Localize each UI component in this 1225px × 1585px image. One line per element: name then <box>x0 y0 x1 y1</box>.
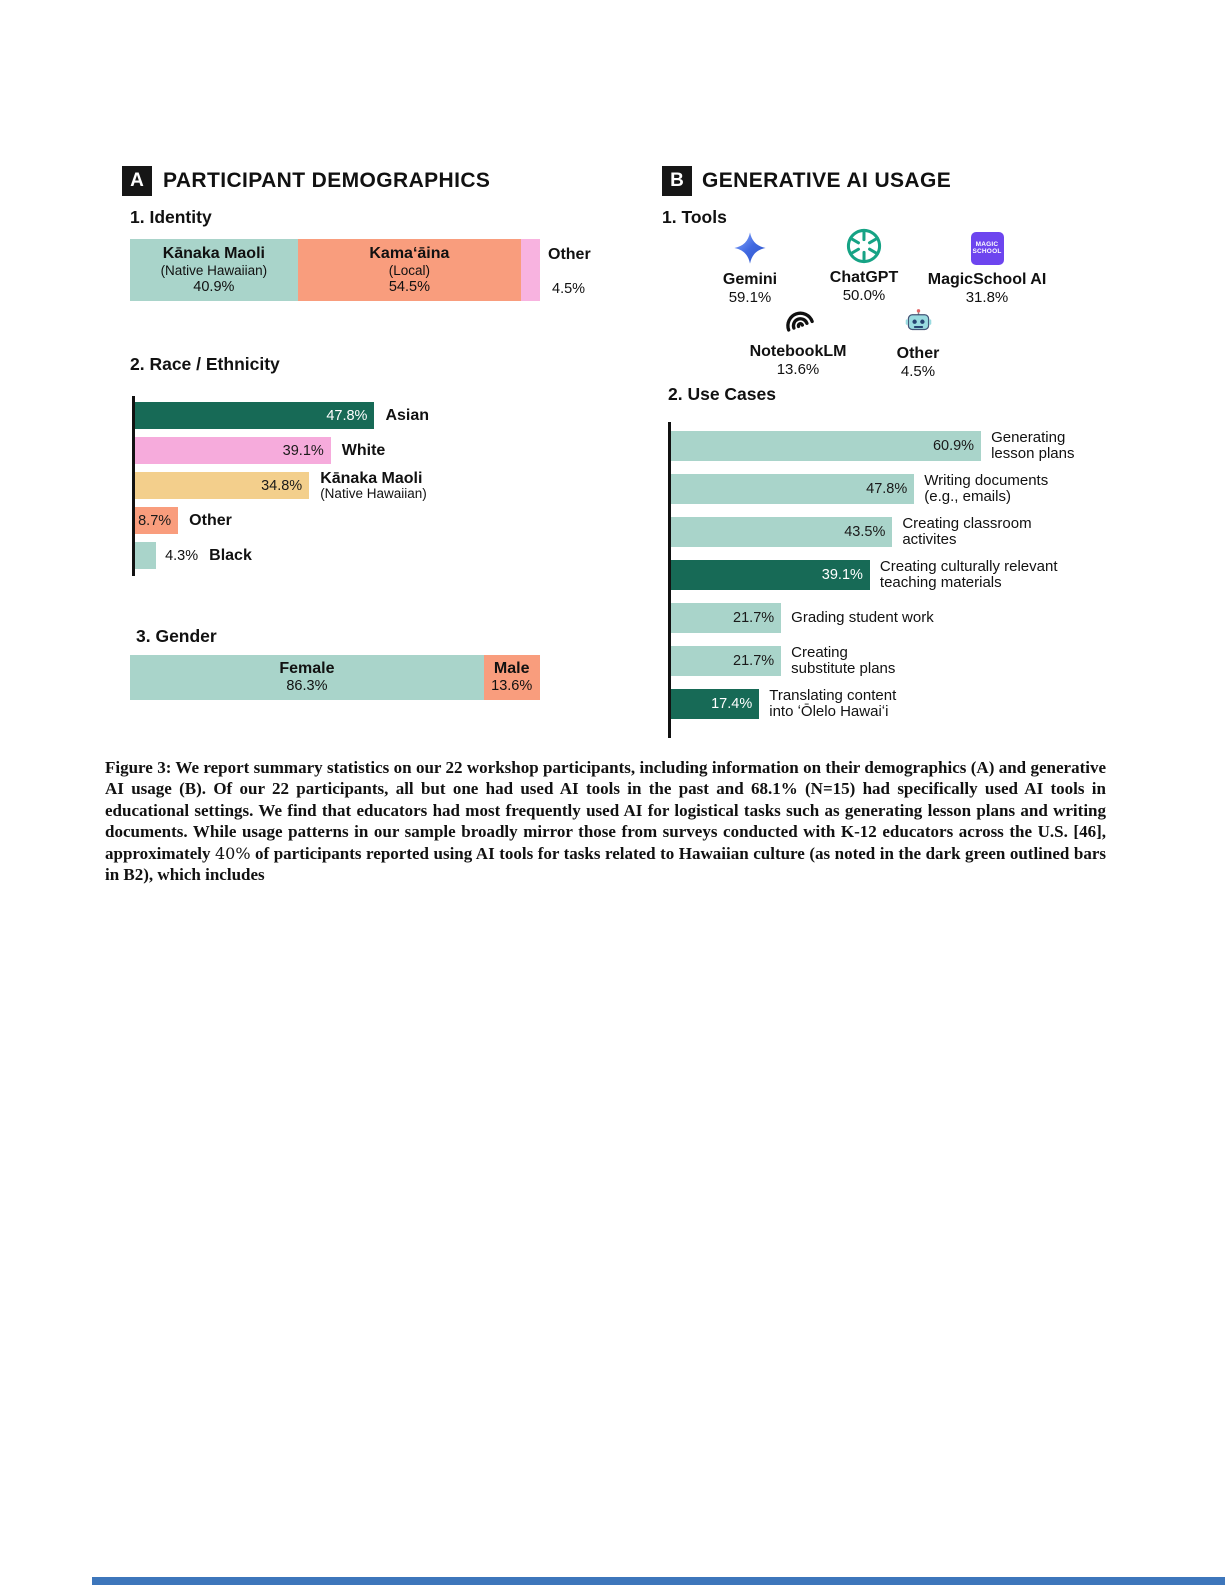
tool-percent: 31.8% <box>965 289 1009 306</box>
magicschool-icon <box>971 226 1004 270</box>
usecase-label: Writing documents (e.g., emails) <box>924 472 1049 505</box>
usecase-row-translating <box>671 689 1075 719</box>
segment-percent: 86.3% <box>286 678 328 695</box>
identity-heading: 1. Identity <box>130 207 212 227</box>
usecase-row-culturally-relevant <box>671 560 1075 590</box>
panel-a-badge: A <box>122 166 152 196</box>
panel-b-badge: B <box>662 166 692 196</box>
gender-segment-male <box>484 655 540 700</box>
identity-segment-kanaka-maoli <box>130 239 298 301</box>
identity-other-label: Other <box>548 246 591 263</box>
bar-percent: 17.4% <box>711 696 753 712</box>
panel-b-title: GENERATIVE AI USAGE <box>702 169 952 192</box>
openai-icon <box>845 224 883 268</box>
race-heading: 2. Race / Ethnicity <box>130 354 280 374</box>
bar-percent: 47.8% <box>326 407 368 424</box>
bar-percent: 39.1% <box>282 442 324 459</box>
race-bar <box>135 507 179 534</box>
tool-percent: 50.0% <box>842 287 886 304</box>
identity-other-percent: 4.5% <box>552 281 586 297</box>
segment-percent: 54.5% <box>388 278 430 295</box>
tool-other <box>871 300 965 380</box>
use-cases-heading: 2. Use Cases <box>668 384 776 404</box>
bar-percent: 47.8% <box>866 481 908 497</box>
tool-notebooklm <box>736 298 860 378</box>
usecase-bar <box>671 517 893 547</box>
segment-subtitle: (Native Hawaiian) <box>160 262 268 278</box>
bar-percent: 43.5% <box>844 524 886 540</box>
usecase-bar <box>671 560 870 590</box>
race-label: Other <box>189 511 232 529</box>
caption-percent-value: 40% <box>214 843 251 863</box>
tool-name: Other <box>896 345 940 362</box>
usecase-label: Translating content into ʻŌlelo Hawaiʻi <box>769 687 897 720</box>
race-chart <box>132 396 592 578</box>
tool-magicschool <box>912 226 1062 306</box>
race-label: Kānaka Maoli (Native Hawaiian) <box>320 469 427 501</box>
segment-name: Male <box>493 660 530 678</box>
identity-segment-kamaaina <box>298 239 521 301</box>
segment-name: Kānaka Maoli <box>162 244 265 262</box>
segment-percent: 13.6% <box>491 678 533 695</box>
bar-percent: 34.8% <box>261 477 303 494</box>
tool-name: NotebookLM <box>749 343 847 360</box>
usecase-row-substitute-plans <box>671 646 1075 676</box>
race-row-black <box>135 542 430 569</box>
robot-icon <box>903 300 934 344</box>
usecase-label: Creating culturally relevant teaching materials <box>879 558 1058 591</box>
identity-stacked-bar <box>130 239 540 301</box>
segment-name: Kamaʻāina <box>369 244 450 262</box>
usecase-bar <box>671 646 782 676</box>
tool-percent: 13.6% <box>776 361 820 378</box>
magicschool-logo-text: SCHOOL <box>972 248 1002 255</box>
tool-percent: 59.1% <box>728 289 772 306</box>
bar-percent: 21.7% <box>733 610 775 626</box>
race-label: Black <box>209 546 252 564</box>
segment-name: Female <box>279 660 335 678</box>
figure-caption <box>105 757 1106 885</box>
race-row-white <box>135 437 430 464</box>
usecase-bar <box>671 689 760 719</box>
usecase-label: Grading student work <box>791 609 934 626</box>
tool-name: MagicSchool AI <box>927 271 1047 288</box>
segment-subtitle: (Local) <box>388 262 431 278</box>
bar-percent: 39.1% <box>821 567 863 583</box>
tools-heading: 1. Tools <box>662 207 727 227</box>
panel-a-title: PARTICIPANT DEMOGRAPHICS <box>163 169 491 192</box>
tool-chatgpt <box>806 224 922 304</box>
usecase-label: Generating lesson plans <box>991 429 1075 462</box>
identity-segment-other <box>521 239 539 301</box>
race-bar <box>135 542 157 569</box>
usecase-row-grading <box>671 603 1075 633</box>
usecase-row-classroom-activities <box>671 517 1075 547</box>
race-label: White <box>341 441 386 459</box>
caption-text: of participants reported using AI tools for tasks related to Hawaiian culture (as noted in the dark green outlined bars in B2), which includes <box>105 843 1106 885</box>
bar-percent: 60.9% <box>932 438 975 454</box>
usecase-bar <box>671 603 782 633</box>
usecase-label: Creating substitute plans <box>791 644 896 677</box>
tool-name: ChatGPT <box>829 269 899 286</box>
bar-percent: 8.7% <box>138 512 172 529</box>
caption-text: Figure 3: We report summary statistics on our 22 workshop participants, including information on their demographics (A) and generative AI usage (B). Of our 22 participants, all but one had used AI tools in the past and 68.1% (N=15) had specifically used AI tools in educational settings. We find that educators had most frequently used AI for logistical tasks such as generating lesson plans and writing documents. While usage patterns in our sample broadly mirror those from surveys conducted with K-12 educators across the U.S. [46], approximately <box>105 758 1106 863</box>
race-bar <box>135 402 375 429</box>
race-row-kanaka-maoli <box>135 469 430 501</box>
race-bar <box>135 437 331 464</box>
gender-segment-female <box>130 655 484 700</box>
race-label: Asian <box>385 406 430 424</box>
magicschool-logo-text: MAGIC <box>975 240 999 248</box>
usecase-bar <box>671 474 915 504</box>
gender-stacked-bar <box>130 655 540 700</box>
gemini-icon <box>733 226 767 270</box>
gender-heading: 3. Gender <box>136 626 217 646</box>
race-row-other <box>135 507 430 534</box>
notebooklm-icon <box>780 298 817 342</box>
usecase-label: Creating classroom activites <box>902 515 1032 548</box>
segment-percent: 40.9% <box>193 278 235 295</box>
usecase-bar <box>671 431 982 461</box>
tool-gemini <box>700 226 800 306</box>
bar-percent: 4.3% <box>165 547 199 564</box>
race-bar <box>135 472 310 499</box>
usecase-row-lesson-plans <box>671 431 1075 461</box>
bar-percent: 21.7% <box>733 653 775 669</box>
tool-percent: 4.5% <box>900 363 936 380</box>
page-bottom-rule <box>92 1577 1225 1585</box>
usecase-row-writing-documents <box>671 474 1075 504</box>
race-row-asian <box>135 402 430 429</box>
tool-name: Gemini <box>722 271 778 288</box>
use-cases-chart <box>668 422 1208 740</box>
